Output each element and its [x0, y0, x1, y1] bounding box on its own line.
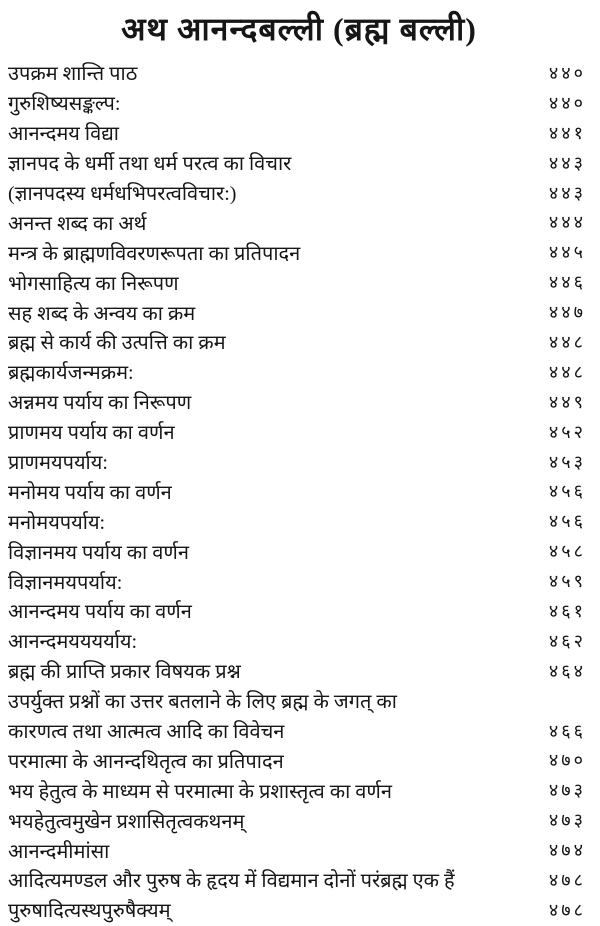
toc-entry-label: पुरुषादित्यस्थपुरुषैक्यम्	[8, 900, 171, 923]
toc-row	[8, 596, 590, 626]
toc-entry-page-number: ४४७	[548, 302, 586, 323]
toc-entry-label: प्राणमय पर्याय का वर्णन	[8, 422, 175, 445]
toc-entry-label: आदित्यमण्डल और पुरुष के हृदय में विद्यमान दोनों परंब्रह्म एक हैं	[8, 870, 455, 893]
toc-row	[8, 327, 590, 357]
toc-entry-page-number: ४७३	[548, 780, 586, 801]
toc-entry-page-number: ४६६	[548, 720, 586, 741]
toc-entry-label: भय हेतुत्व के माध्यम से परमात्मा के प्रशास्तृत्व का वर्णन	[8, 780, 392, 803]
toc-row	[8, 686, 590, 716]
toc-entry-page-number: ४४३	[548, 182, 586, 203]
toc-row	[8, 88, 590, 118]
toc-entry-label: भोगसाहित्य का निरूपण	[8, 272, 179, 295]
toc-row	[8, 536, 590, 566]
toc-entry-page-number: ४४९	[548, 391, 586, 412]
toc-entry-page-number: ४४०	[548, 62, 586, 83]
toc-row	[8, 207, 590, 237]
toc-entry-label: मनोमय पर्याय का वर्णन	[8, 481, 172, 504]
toc-entry-page-number: ४७८	[548, 899, 586, 920]
toc-entry-page-number: ४५६	[548, 511, 586, 532]
toc-entry-page-number: ४६४	[548, 660, 586, 681]
toc-row	[8, 58, 590, 88]
toc-row	[8, 865, 590, 895]
toc-row	[8, 775, 590, 805]
toc-row	[8, 745, 590, 775]
toc-entry-label: ब्रह्म की प्राप्ति प्रकार विषयक प्रश्न	[8, 661, 241, 684]
toc-entry-label: ज्ञानपद के धर्मी तथा धर्म परत्व का विचार	[8, 153, 292, 176]
toc-entry-page-number: ४४८	[548, 331, 586, 352]
toc-entry-label: ब्रह्म से कार्य की उत्पत्ति का क्रम	[8, 332, 226, 355]
toc-entry-page-number: ४४८	[548, 361, 586, 382]
toc-row	[8, 417, 590, 447]
toc-entry-page-number: ४७०	[548, 750, 586, 771]
toc-entry-page-number: ४४१	[548, 122, 586, 143]
toc-entry-label: सह शब्द के अन्वय का क्रम	[8, 302, 196, 325]
toc-entry-label: अनन्त शब्द का अर्थ	[8, 212, 147, 235]
toc-entry-page-number: ४७३	[548, 810, 586, 831]
toc-entry-label: ब्रह्मकार्यजन्मक्रम:	[8, 362, 134, 385]
toc-entry-label: विज्ञानमयपर्याय:	[8, 571, 123, 594]
toc-row	[8, 716, 590, 746]
toc-entry-page-number: ४६१	[548, 600, 586, 621]
toc-row	[8, 237, 590, 267]
toc-entry-label: आनन्दमीमांसा	[8, 840, 110, 863]
toc-entry-page-number: ४५३	[548, 451, 586, 472]
toc-entry-label: आनन्दमय पर्याय का वर्णन	[8, 601, 192, 624]
toc-entry-label: प्राणमयपर्याय:	[8, 452, 108, 475]
toc-row	[8, 805, 590, 835]
toc-entry-label: उपक्रम शान्ति पाठ	[8, 63, 138, 86]
toc-entry-label: उपर्युक्त प्रश्नों का उत्तर बतलाने के लिए ब्रह्म के जगत् का	[8, 691, 397, 714]
toc-entry-label: विज्ञानमय पर्याय का वर्णन	[8, 541, 189, 564]
toc-row	[8, 357, 590, 387]
toc-entry-page-number: ४७४	[548, 840, 586, 861]
toc-row	[8, 626, 590, 656]
toc-entry-page-number: ४४५	[548, 242, 586, 263]
toc-entry-page-number: ४६२	[548, 630, 586, 651]
toc-entry-page-number: ४५२	[548, 421, 586, 442]
toc-row	[8, 118, 590, 148]
toc-entry-label: अन्नमय पर्याय का निरूपण	[8, 392, 192, 415]
toc-entry-page-number: ४४३	[548, 152, 586, 173]
toc-row	[8, 566, 590, 596]
toc-row	[8, 506, 590, 536]
toc-entry-page-number: ४४४	[548, 212, 586, 233]
toc-entry-label: मनोमयपर्याय:	[8, 511, 106, 534]
toc-list	[8, 58, 590, 925]
toc-entry-label: परमात्मा के आनन्दथितृत्व का प्रतिपादन	[8, 750, 284, 773]
toc-row	[8, 895, 590, 925]
toc-entry-page-number: ४५९	[548, 571, 586, 592]
toc-row	[8, 267, 590, 297]
toc-entry-label: मन्त्र के ब्राह्मणविवरणरूपता का प्रतिपादन	[8, 242, 301, 265]
toc-row	[8, 387, 590, 417]
toc-entry-label: (ज्ञानपदस्य धर्मधभिपरत्वविचार:)	[8, 183, 237, 205]
toc-entry-page-number: ४५६	[548, 481, 586, 502]
toc-row	[8, 178, 590, 208]
toc-row	[8, 297, 590, 327]
toc-entry-label: आनन्दमयययर्याय:	[8, 631, 138, 654]
toc-entry-label: आनन्दमय विद्या	[8, 123, 119, 146]
toc-entry-page-number: ४४६	[548, 272, 586, 293]
toc-row	[8, 656, 590, 686]
toc-row	[8, 476, 590, 506]
toc-entry-page-number: ४७८	[548, 869, 586, 890]
chapter-title: अथ आनन्दबल्ली (ब्रह्म बल्ली)	[121, 11, 477, 47]
toc-row	[8, 148, 590, 178]
toc-entry-label: गुरुशिष्यसङ्कल्प:	[8, 93, 121, 116]
toc-entry-label: भयहेतुत्वमुखेन प्रशासितृत्वकथनम्	[8, 810, 245, 833]
toc-row	[8, 447, 590, 477]
toc-row	[8, 835, 590, 865]
toc-entry-page-number: ४५८	[548, 541, 586, 562]
toc-entry-label: कारणत्व तथा आत्मत्व आदि का विवेचन	[8, 721, 285, 744]
toc-entry-page-number: ४४०	[548, 92, 586, 113]
